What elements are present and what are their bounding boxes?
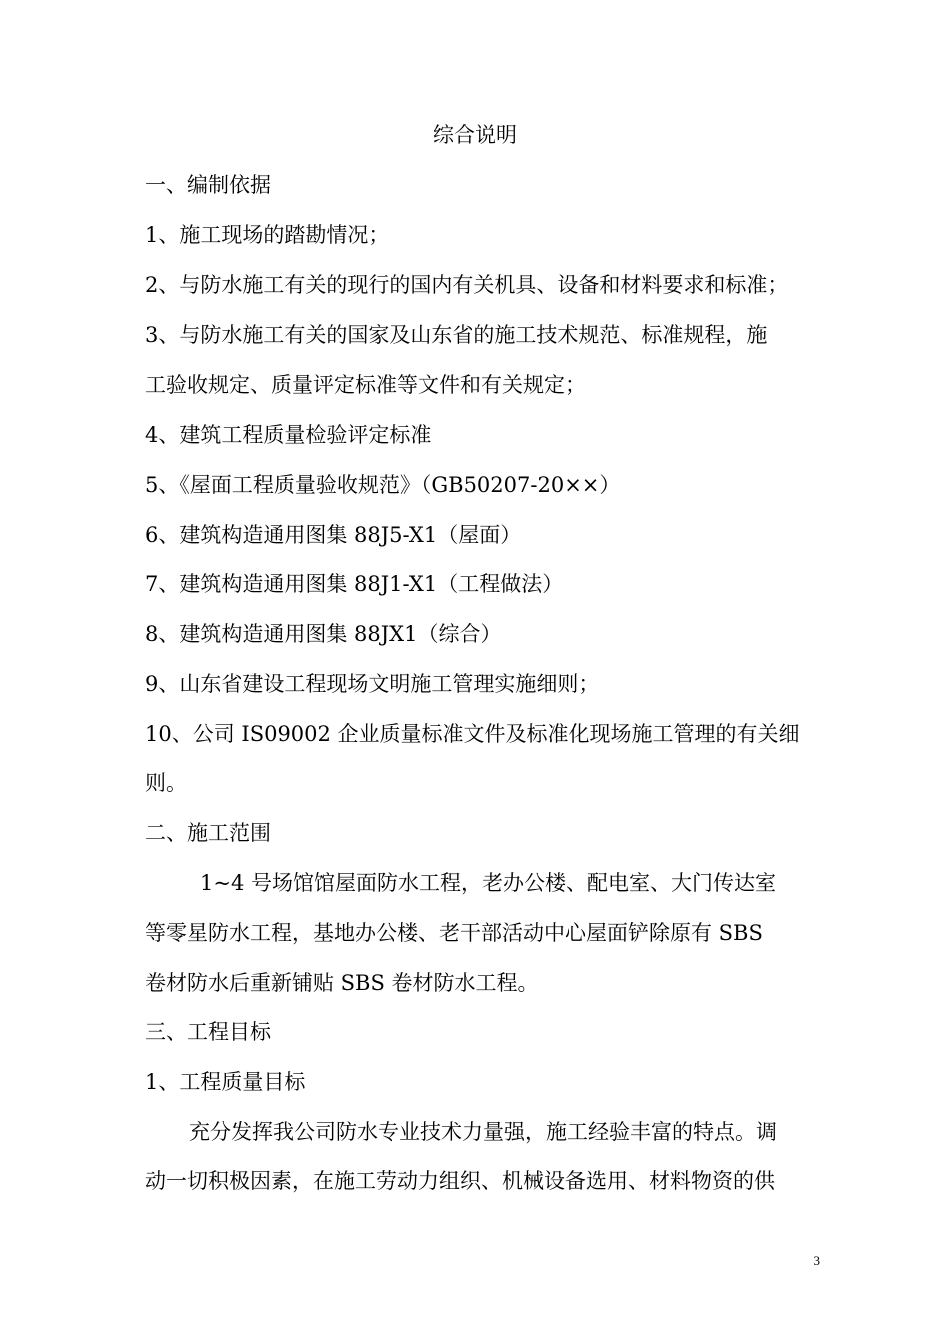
goals-subheading-quality: 1、工程质量目标 xyxy=(145,1070,306,1094)
goals-paragraph-line-2: 动一切积极因素，在施工劳动力组织、机械设备选用、材料物资的供 xyxy=(145,1169,775,1193)
basis-item-3: 3、与防水施工有关的国家及山东省的施工技术规范、标准规程，施 xyxy=(145,323,768,347)
section-heading-scope: 二、施工范围 xyxy=(145,821,271,845)
section-heading-goals: 三、工程目标 xyxy=(145,1020,271,1044)
basis-item-10: 10、公司 IS09002 企业质量标准文件及标准化现场施工管理的有关细 xyxy=(145,722,800,746)
basis-item-2: 2、与防水施工有关的现行的国内有关机具、设备和材料要求和标准； xyxy=(145,273,789,297)
basis-item-3-cont: 工验收规定、质量评定标准等文件和有关规定； xyxy=(145,373,586,397)
section-heading-basis: 一、编制依据 xyxy=(145,173,271,197)
scope-paragraph-line-1: 1~4 号场馆馆屋面防水工程，老办公楼、配电室、大门传达室 xyxy=(200,871,776,895)
basis-item-4: 4、建筑工程质量检验评定标准 xyxy=(145,423,432,447)
basis-item-1: 1、施工现场的踏勘情况； xyxy=(145,223,390,247)
document-title: 综合说明 xyxy=(433,123,517,147)
basis-item-6: 6、建筑构造通用图集 88J5-X1（屋面） xyxy=(145,523,522,547)
basis-item-9: 9、山东省建设工程现场文明施工管理实施细则； xyxy=(145,672,600,696)
basis-item-10-cont: 则。 xyxy=(145,771,187,795)
basis-item-5: 5、《屋面工程质量验收规范》（GB50207-20××） xyxy=(145,473,621,497)
page-number: 3 xyxy=(813,1253,820,1268)
basis-item-8: 8、建筑构造通用图集 88JX1（综合） xyxy=(145,622,502,646)
scope-paragraph-line-3: 卷材防水后重新铺贴 SBS 卷材防水工程。 xyxy=(145,971,539,995)
basis-item-7: 7、建筑构造通用图集 88J1-X1（工程做法） xyxy=(145,572,564,596)
goals-paragraph-line-1: 充分发挥我公司防水专业技术力量强，施工经验丰富的特点。调 xyxy=(189,1120,777,1144)
scope-paragraph-line-2: 等零星防水工程，基地办公楼、老干部活动中心屋面铲除原有 SBS xyxy=(145,921,763,945)
